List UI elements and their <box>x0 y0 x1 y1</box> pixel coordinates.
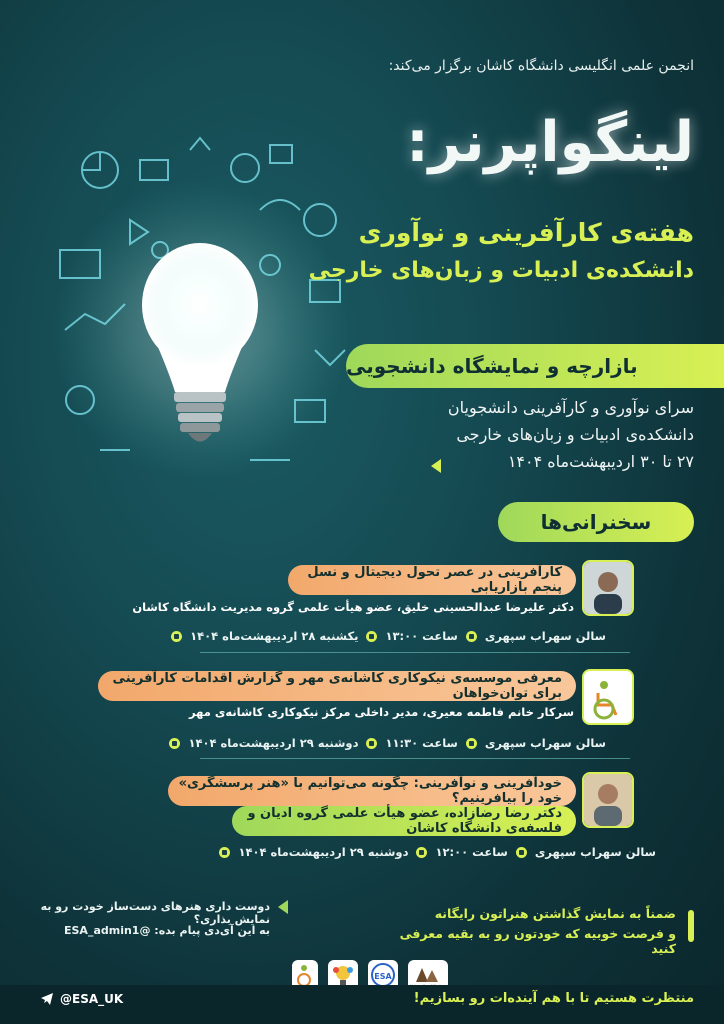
location-icon <box>466 631 477 642</box>
speaker-2-logo <box>582 669 634 725</box>
talk-2-time: ساعت ۱۱:۳۰ <box>385 736 458 750</box>
talk-3-speaker: دکتر رضا رضازاده، عضو هیأت علمی گروه ادیان و فلسفه‌ی دانشگاه کاشان <box>232 806 576 836</box>
speakers-banner: سخنرانی‌ها <box>498 502 694 542</box>
clock-icon <box>366 631 377 642</box>
talk-2-topic: معرفی موسسه‌ی نیکوکاری کاشانه‌ی مهر و گزارش اقدامات کارآفرینی برای توان‌خواهان <box>98 671 576 701</box>
talk-1-meta <box>171 629 606 643</box>
date-arrow-icon <box>431 459 441 473</box>
footer-question: دوست داری هنرهای دست‌ساز خودت رو به نمایش بذاری؟ <box>40 900 270 926</box>
clock-icon <box>416 847 427 858</box>
talk-3-time: ساعت ۱۲:۰۰ <box>435 845 508 859</box>
talk-2-venue: سالن سهراب سپهری <box>484 736 606 750</box>
talk-1-time: ساعت ۱۳:۰۰ <box>385 629 458 643</box>
telegram-handle: @ESA_UK <box>60 992 124 1006</box>
calendar-icon <box>171 631 182 642</box>
footer-contact: به این آی‌دی پیام بده: @ESA_admin1 <box>64 924 270 937</box>
location-icon <box>466 738 477 749</box>
talk-3-venue: سالن سهراب سپهری <box>534 845 656 859</box>
talk-3-date: دوشنبه ۲۹ اردیبهشت‌ماه ۱۴۰۴ <box>238 845 409 859</box>
organizer-line: انجمن علمی انگلیسی دانشگاه کاشان برگزار می‌کند: <box>388 58 694 74</box>
talk-1-speaker: دکتر علیرضا عبدالحسینی خلیق، عضو هیأت علمی گروه مدیریت دانشگاه کاشان <box>132 600 574 614</box>
talk-2-date: دوشنبه ۲۹ اردیبهشت‌ماه ۱۴۰۴ <box>188 736 359 750</box>
telegram-link[interactable] <box>40 992 123 1006</box>
event-title: لینگواپرنر: <box>406 110 694 175</box>
accent-bar <box>688 910 694 942</box>
speaker-3-photo <box>582 772 634 828</box>
svg-text:ESA: ESA <box>374 972 392 981</box>
footer-right-line-2: و فرصت خوبیه که خودتون رو به بقیه معرفی کنید <box>399 926 676 956</box>
talk-3-meta <box>219 845 656 859</box>
talk-3-topic: خودآفرینی و نوآفرینی: چگونه می‌توانیم با «هنر پرسشگری» خود را بیافرینیم؟ <box>168 776 576 806</box>
talk-1-venue: سالن سهراب سپهری <box>484 629 606 643</box>
talk-1-topic: کارآفرینی در عصر تحول دیجیتال و نسل پنجم بازاریابی <box>288 565 576 595</box>
talk-2-meta <box>169 736 606 750</box>
fair-line-2: دانشکده‌ی ادبیات و زبان‌های خارجی <box>456 425 694 444</box>
fair-banner: بازارچه و نمایشگاه دانشجویی <box>346 344 724 388</box>
speaker-1-photo <box>582 560 634 616</box>
talk-2-speaker: سرکار خانم فاطمه معیری، مدیر داخلی مرکز نیکوکاری کاشانه‌ی مهر <box>188 705 574 719</box>
calendar-icon <box>169 738 180 749</box>
slogan: منتظرت هستیم تا با هم آینده‌ات رو بسازیم! <box>413 991 694 1006</box>
location-icon <box>516 847 527 858</box>
footer-right-line-1: ضمناً به نمایش گذاشتن هنراتون رایگانه <box>434 906 676 921</box>
fair-line-1: سرای نوآوری و کارآفرینی دانشجویان <box>447 398 694 417</box>
divider <box>200 758 630 759</box>
telegram-icon <box>40 992 54 1006</box>
arrow-left-icon <box>274 897 294 917</box>
event-subtitle-2: دانشکده‌ی ادبیات و زبان‌های خارجی <box>308 258 694 283</box>
lightbulb-illustration <box>40 130 360 500</box>
clock-icon <box>366 738 377 749</box>
divider <box>200 652 630 653</box>
event-subtitle-1: هفته‌ی کارآفرینی و نوآوری <box>358 218 694 247</box>
calendar-icon <box>219 847 230 858</box>
talk-1-date: یکشنبه ۲۸ اردیبهشت‌ماه ۱۴۰۴ <box>190 629 359 643</box>
fair-dates: ۲۷ تا ۳۰ اردیبهشت‌ماه ۱۴۰۴ <box>507 452 694 471</box>
